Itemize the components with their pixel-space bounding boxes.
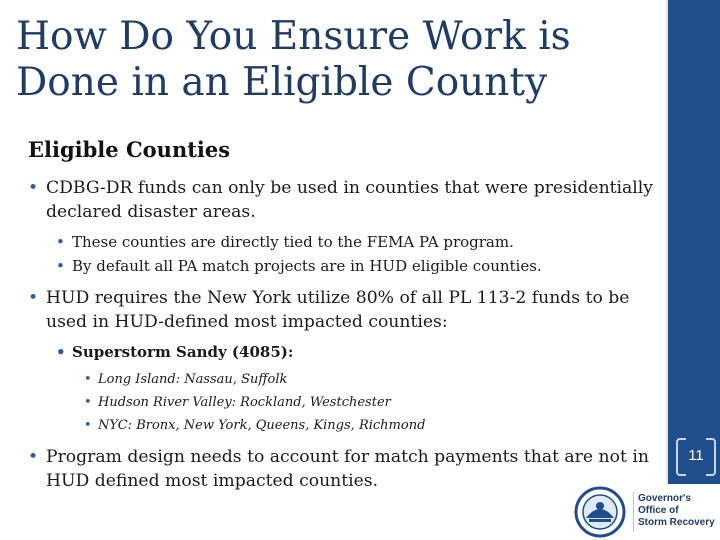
page-number-bracket-right — [706, 438, 716, 476]
logo-text — [638, 493, 718, 529]
title-line-2: Done in an Eligible County — [16, 60, 548, 105]
region-item-hudson-river-valley — [28, 393, 658, 412]
region-item-text: Hudson River Valley: Rockland, Westchester — [98, 395, 391, 410]
section-heading: Eligible Counties — [28, 137, 231, 162]
logo-divider — [633, 492, 634, 532]
new-york-state-seal-icon — [572, 486, 628, 538]
bullet-dot-icon: • — [28, 178, 39, 198]
bullet-1-sub-1 — [28, 232, 658, 252]
bullet-2-sub-heading — [28, 342, 658, 362]
bullet-dot-icon: • — [56, 233, 65, 251]
bullet-1-sub-1-text: These counties are directly tied to the FEMA PA program. — [72, 233, 514, 251]
bullet-3-text: Program design needs to account for match payments that are not in HUD defined most impacted counties. — [46, 447, 649, 491]
bullet-1-text: CDBG-DR funds can only be used in counties that were presidentially declared disaster areas. — [46, 178, 654, 222]
slide-body — [28, 137, 658, 501]
bullet-3 — [28, 445, 658, 493]
bullet-dot-icon: • — [28, 288, 39, 308]
region-item-nyc — [28, 416, 658, 435]
bullet-dot-icon: • — [84, 418, 92, 433]
bullet-dot-icon: • — [84, 395, 92, 410]
logo-line-1: Governor's Office of — [638, 493, 691, 516]
region-item-text: NYC: Bronx, New York, Queens, Kings, Richmond — [98, 418, 426, 433]
page-number — [676, 438, 716, 472]
bullet-1 — [28, 176, 658, 224]
bullet-2-sub-heading-text: Superstorm Sandy (4085): — [72, 343, 294, 361]
title-line-1: How Do You Ensure Work is — [16, 14, 571, 59]
page-number-text: 11 — [688, 446, 704, 464]
bullet-dot-icon: • — [84, 372, 92, 387]
region-item-long-island — [28, 370, 658, 389]
governors-office-logo — [570, 484, 720, 540]
bullet-dot-icon: • — [28, 447, 39, 467]
bullet-1-sub-2 — [28, 256, 658, 276]
bullet-1-sub-2-text: By default all PA match projects are in HUD eligible counties. — [72, 257, 542, 275]
bullet-2 — [28, 286, 658, 334]
region-item-text: Long Island: Nassau, Suffolk — [98, 372, 288, 387]
page-number-bracket-left — [676, 438, 686, 476]
slide-title — [16, 14, 646, 106]
side-accent-strip — [666, 0, 668, 540]
bullet-dot-icon: • — [56, 343, 66, 361]
bullet-2-text: HUD requires the New York utilize 80% of all PL 113-2 funds to be used in HUD-defined most impacted counties: — [46, 288, 630, 332]
logo-line-2: Storm Recovery — [638, 517, 715, 528]
bullet-dot-icon: • — [56, 257, 65, 275]
